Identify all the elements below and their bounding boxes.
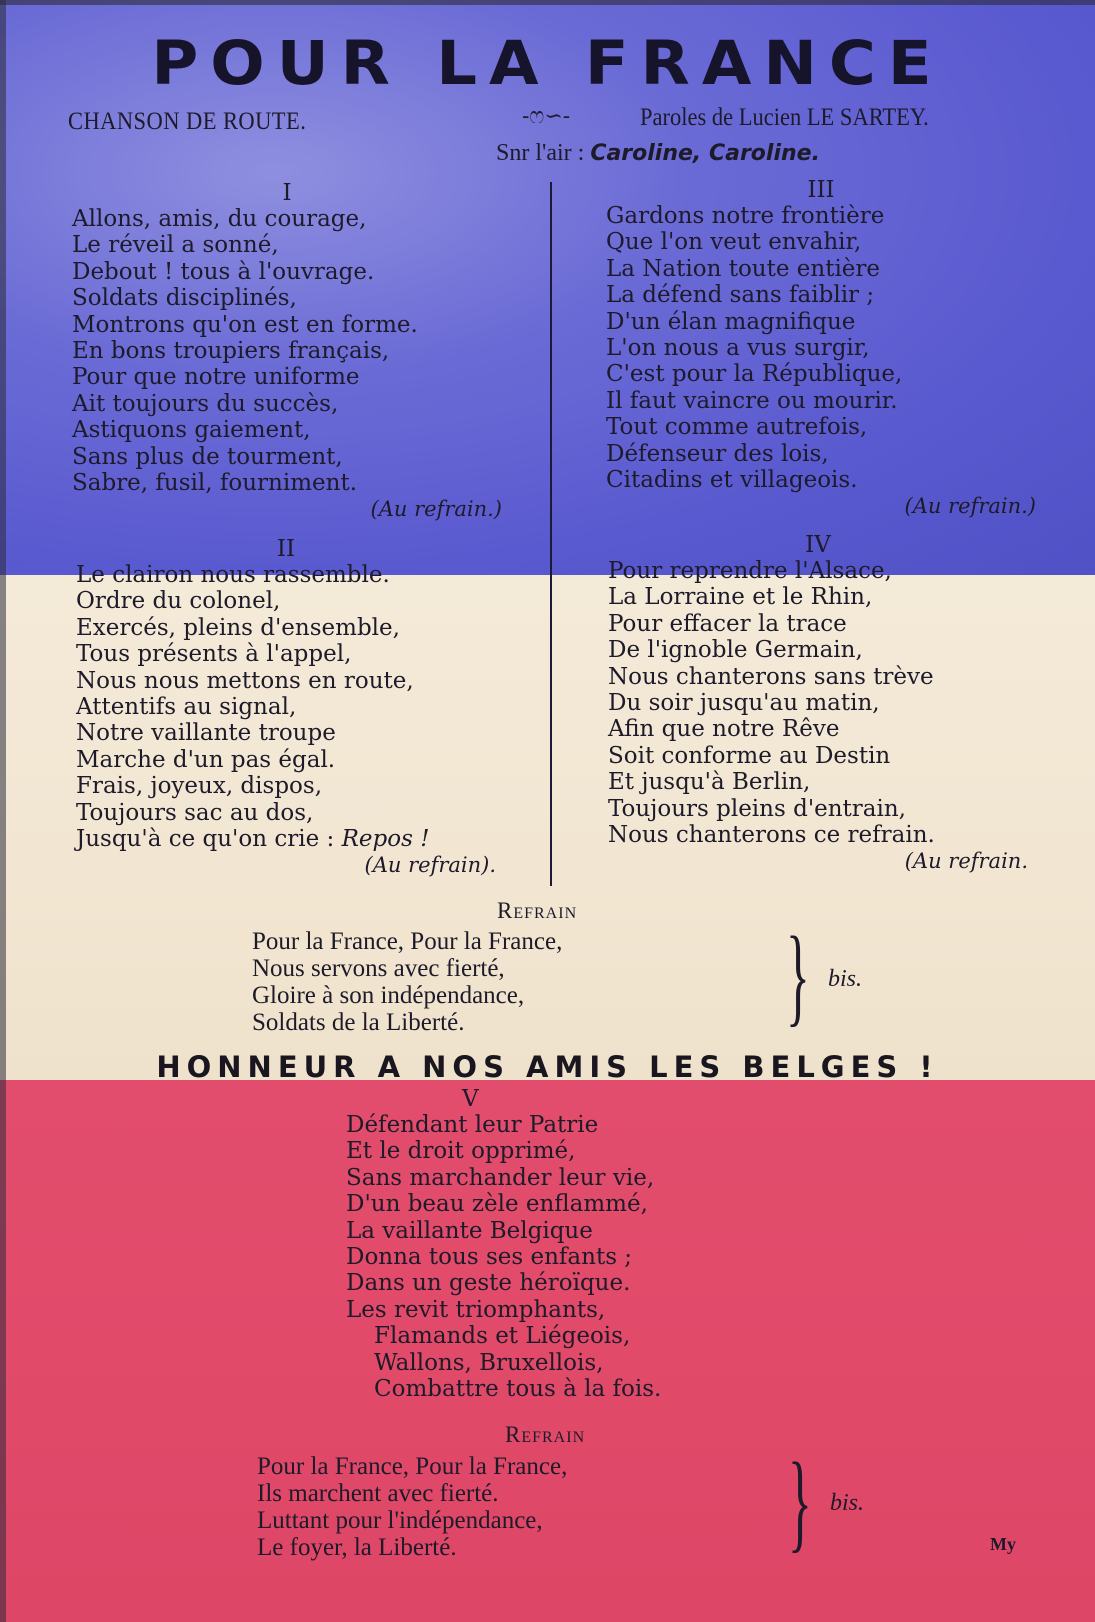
verse-line: Ordre du colonel,: [76, 588, 281, 615]
verse-line: De l'ignoble Germain,: [608, 637, 863, 664]
repeat-mark: bis.: [830, 1490, 865, 1516]
verse-line: En bons troupiers français,: [72, 338, 390, 365]
verse-1: [72, 180, 502, 523]
verse-line-indented: Combattre tous à la fois.: [374, 1376, 662, 1403]
verse-line: La défend sans faiblir ;: [606, 282, 875, 309]
verse-line: Marche d'un pas égal.: [76, 746, 336, 773]
brace-icon: }: [788, 1440, 812, 1562]
song-title: POUR LA FRANCE: [151, 28, 944, 100]
verse-2: [76, 536, 496, 879]
verse-line: Les revit triomphants,: [346, 1296, 606, 1323]
refrain-heading: Refrain: [505, 1422, 586, 1447]
verse-number: III: [807, 177, 835, 203]
card-edge-top: [0, 0, 1095, 5]
ornament-icon: -ෆ∽-: [522, 104, 571, 129]
verse-line: Que l'on veut envahir,: [606, 229, 862, 256]
tune-credit: [496, 140, 820, 167]
verse-line: La vaillante Belgique: [346, 1217, 593, 1244]
verse-line: Allons, amis, du courage,: [72, 206, 367, 232]
refrain-line: Pour la France, Pour la France,: [257, 1453, 568, 1480]
verse-line: Pour reprendre l'Alsace,: [608, 558, 892, 584]
verse-line: D'un élan magnifique: [606, 308, 856, 335]
verse-line: Pour que notre uniforme: [72, 364, 360, 391]
verse-line: Montrons qu'on est en forme.: [72, 311, 418, 338]
repeat-mark: bis.: [828, 966, 863, 992]
verse-line: D'un beau zèle enflammé,: [346, 1191, 648, 1218]
refrain-line: Soldats de la Liberté.: [252, 1009, 465, 1036]
lyricist-credit: Paroles de Lucien LE SARTEY.: [640, 104, 929, 131]
verse-3: [606, 177, 1036, 520]
tune-prefix: Snr l'air :: [496, 140, 591, 166]
verse-number: IV: [805, 532, 831, 558]
verse-line: Et jusqu'à Berlin,: [608, 769, 811, 796]
verse-line: Attentifs au signal,: [76, 694, 297, 721]
verse-number: V: [462, 1086, 479, 1112]
verse-line: Nous chanterons ce refrain.: [608, 822, 935, 849]
verse-line: Afin que notre Rêve: [608, 716, 840, 743]
publisher-signature: My: [990, 1534, 1016, 1554]
verse-line-indented: Wallons, Bruxellois,: [374, 1349, 604, 1376]
refrain-1-lines: [252, 928, 562, 1036]
verse-line: Astiquons gaiement,: [72, 417, 311, 444]
refrain-line: Ils marchent avec fierté.: [257, 1480, 499, 1507]
brace-icon: }: [786, 914, 810, 1036]
refrain-line: Le foyer, la Liberté.: [257, 1534, 457, 1561]
verse-line-indented: Flamands et Liégeois,: [374, 1323, 631, 1350]
verse-line: Debout ! tous à l'ouvrage.: [72, 258, 375, 285]
verse-number: II: [276, 536, 296, 562]
verse-line: Sabre, fusil, fourniment.: [72, 470, 358, 497]
verse-line-text: Jusqu'à ce qu'on crie :: [76, 826, 342, 853]
verse-line: Défendant leur Patrie: [346, 1112, 599, 1138]
refrain-line: Luttant pour l'indépendance,: [257, 1507, 543, 1534]
verse-line: C'est pour la République,: [606, 361, 903, 388]
verse-line: Il faut vaincre ou mourir.: [606, 387, 898, 414]
refrain-line: Gloire à son indépendance,: [252, 982, 525, 1009]
verse-line: La Nation toute entière: [606, 255, 881, 282]
verse-line: Et le droit opprimé,: [346, 1138, 576, 1165]
verse-line: Ait toujours du succès,: [72, 390, 339, 417]
verse-line: Le clairon nous rassemble.: [76, 562, 390, 588]
verse-line: Le réveil a sonné,: [72, 232, 279, 259]
verse-line: Soldats disciplinés,: [72, 285, 297, 312]
refrain-note: (Au refrain.: [904, 849, 1028, 874]
refrain-note: (Au refrain).: [364, 853, 496, 878]
verse-line: Donna tous ses enfants ;: [346, 1244, 633, 1271]
verse-line: Soit conforme au Destin: [608, 742, 891, 769]
card-edge-left: [0, 0, 6, 1622]
column-divider: [550, 182, 552, 886]
verse-line: Sans marchander leur vie,: [346, 1164, 655, 1191]
verse-line: [76, 826, 496, 852]
verse-5: [346, 1086, 766, 1402]
verse-line: Exercés, pleins d'ensemble,: [76, 614, 400, 641]
verse-line: Nous nous mettons en route,: [76, 667, 414, 694]
verse-line: Citadins et villageois.: [606, 467, 858, 494]
verse-line: Toujours sac au dos,: [76, 799, 314, 826]
refrain-note: (Au refrain.): [904, 494, 1036, 519]
verse-line: Du soir jusqu'au matin,: [608, 690, 880, 717]
verse-line: Tout comme autrefois,: [606, 414, 868, 441]
verse-line: Dans un geste héroïque.: [346, 1270, 631, 1297]
refrain-line: Pour la France, Pour la France,: [252, 928, 563, 955]
verse-line: Frais, joyeux, dispos,: [76, 773, 323, 800]
verse-line: Toujours pleins d'entrain,: [608, 795, 906, 822]
verse-line: Sans plus de tourment,: [72, 443, 343, 470]
verse-4: [608, 532, 1028, 875]
refrain-note: (Au refrain.): [370, 497, 502, 522]
verse-line: Pour effacer la trace: [608, 610, 847, 637]
refrain-line: Nous servons avec fierté,: [252, 955, 505, 982]
verse-line: Nous chanterons sans trève: [608, 663, 934, 690]
verse-line: Gardons notre frontière: [606, 203, 885, 229]
verse-line: La Lorraine et le Rhin,: [608, 584, 873, 611]
belgian-banner: HONNEUR A NOS AMIS LES BELGES !: [156, 1050, 939, 1084]
tune-name: Caroline, Caroline.: [590, 141, 820, 166]
verse-line: Défenseur des lois,: [606, 440, 829, 467]
verse-line: Tous présents à l'appel,: [76, 641, 352, 668]
verse-line: L'on nous a vus surgir,: [606, 335, 870, 362]
verse-line: Notre vaillante troupe: [76, 720, 336, 747]
verse-number: I: [282, 180, 292, 206]
refrain-heading: Refrain: [497, 898, 578, 923]
verse-line-italic: Repos !: [341, 826, 430, 853]
refrain-2-lines: [257, 1453, 567, 1561]
song-genre: CHANSON DE ROUTE.: [68, 108, 307, 135]
